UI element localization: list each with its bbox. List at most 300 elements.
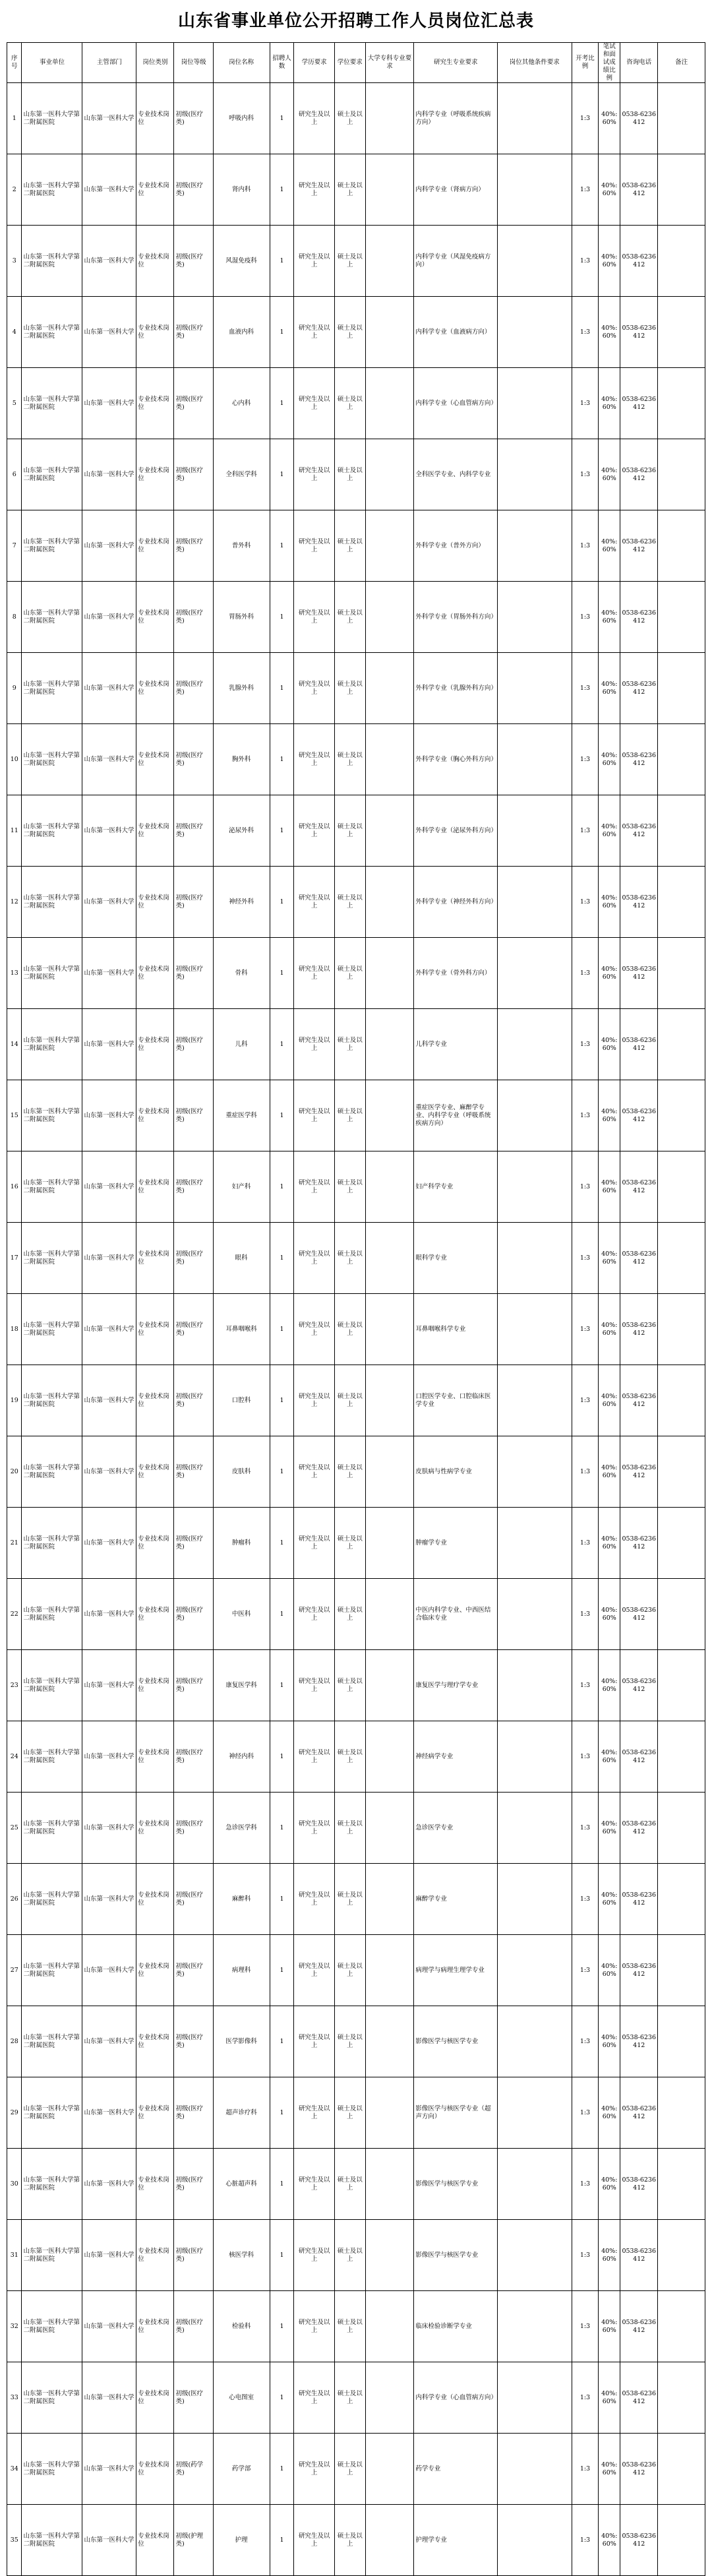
education-cell: 研究生及以上 [294, 439, 334, 510]
score-ratio-cell: 40%:60% [599, 1721, 620, 1793]
score-ratio-cell: 40%:60% [599, 368, 620, 439]
graduate-major-cell: 外科学专业（乳腺外科方向） [414, 653, 498, 724]
graduate-major-cell: 外科学专业（普外方向） [414, 510, 498, 582]
exam-ratio-cell: 1:3 [572, 1080, 599, 1151]
level-cell: 初级(医疗类) [174, 1365, 213, 1436]
level-cell: 初级(医疗类) [174, 2362, 213, 2434]
phone-cell: 0538-6236412 [620, 2505, 658, 2576]
other-requirements-cell [498, 2149, 572, 2220]
phone-cell: 0538-6236412 [620, 2077, 658, 2149]
category-cell: 专业技术岗位 [136, 2006, 174, 2077]
unit-cell: 山东第一医科大学第二附属医院 [22, 2006, 82, 2077]
exam-ratio-cell: 1:3 [572, 582, 599, 653]
dept-cell: 山东第一医科大学 [82, 1864, 136, 1935]
exam-ratio-cell: 1:3 [572, 653, 599, 724]
remark-cell [658, 1294, 705, 1365]
score-ratio-cell: 40%:60% [599, 582, 620, 653]
dept-cell: 山东第一医科大学 [82, 1365, 136, 1436]
level-cell: 初级(医疗类) [174, 1935, 213, 2006]
phone-cell: 0538-6236412 [620, 2006, 658, 2077]
level-cell: 初级(医疗类) [174, 867, 213, 938]
graduate-major-cell: 急诊医学专业 [414, 1793, 498, 1864]
score-ratio-cell: 40%:60% [599, 510, 620, 582]
dept-cell: 山东第一医科大学 [82, 297, 136, 368]
position-name-cell: 肿瘤科 [213, 1508, 270, 1579]
other-requirements-cell [498, 1009, 572, 1080]
position-name-cell: 检验科 [213, 2291, 270, 2362]
row-number: 12 [7, 867, 22, 938]
count-cell: 1 [270, 1151, 294, 1223]
table-row [7, 2505, 705, 2576]
unit-cell: 山东第一医科大学第二附属医院 [22, 1223, 82, 1294]
other-requirements-cell [498, 938, 572, 1009]
degree-cell: 硕士及以上 [334, 1151, 365, 1223]
count-cell: 1 [270, 724, 294, 795]
other-requirements-cell [498, 1864, 572, 1935]
graduate-major-cell: 康复医学与理疗学专业 [414, 1650, 498, 1721]
position-name-cell: 超声诊疗科 [213, 2077, 270, 2149]
position-name-cell: 心脏超声科 [213, 2149, 270, 2220]
table-row [7, 154, 705, 226]
level-cell: 初级(医疗类) [174, 439, 213, 510]
table-row [7, 795, 705, 867]
position-name-cell: 胸外科 [213, 724, 270, 795]
header-cell: 学位要求 [334, 43, 365, 83]
score-ratio-cell: 40%:60% [599, 439, 620, 510]
position-name-cell: 急诊医学科 [213, 1793, 270, 1864]
college-major-cell [365, 1864, 414, 1935]
category-cell: 专业技术岗位 [136, 1365, 174, 1436]
education-cell: 研究生及以上 [294, 2077, 334, 2149]
other-requirements-cell [498, 1650, 572, 1721]
unit-cell: 山东第一医科大学第二附属医院 [22, 653, 82, 724]
table-row [7, 653, 705, 724]
row-number: 35 [7, 2505, 22, 2576]
education-cell: 研究生及以上 [294, 2434, 334, 2505]
degree-cell: 硕士及以上 [334, 297, 365, 368]
education-cell: 研究生及以上 [294, 1009, 334, 1080]
graduate-major-cell: 耳鼻咽喉科学专业 [414, 1294, 498, 1365]
count-cell: 1 [270, 2291, 294, 2362]
remark-cell [658, 1579, 705, 1650]
degree-cell: 硕士及以上 [334, 582, 365, 653]
table-row [7, 1864, 705, 1935]
score-ratio-cell: 40%:60% [599, 226, 620, 297]
header-cell: 岗位类别 [136, 43, 174, 83]
college-major-cell [365, 510, 414, 582]
count-cell: 1 [270, 2362, 294, 2434]
category-cell: 专业技术岗位 [136, 1793, 174, 1864]
unit-cell: 山东第一医科大学第二附属医院 [22, 1365, 82, 1436]
remark-cell [658, 582, 705, 653]
table-row [7, 368, 705, 439]
row-number: 5 [7, 368, 22, 439]
table-row [7, 1508, 705, 1579]
graduate-major-cell: 影像医学与核医学专业 [414, 2220, 498, 2291]
table-row [7, 2362, 705, 2434]
header-cell: 岗位名称 [213, 43, 270, 83]
level-cell: 初级(医疗类) [174, 1436, 213, 1508]
college-major-cell [365, 1650, 414, 1721]
level-cell: 初级(医疗类) [174, 2077, 213, 2149]
remark-cell [658, 2362, 705, 2434]
unit-cell: 山东第一医科大学第二附属医院 [22, 1864, 82, 1935]
score-ratio-cell: 40%:60% [599, 1650, 620, 1721]
college-major-cell [365, 154, 414, 226]
score-ratio-cell: 40%:60% [599, 938, 620, 1009]
count-cell: 1 [270, 2149, 294, 2220]
degree-cell: 硕士及以上 [334, 1294, 365, 1365]
category-cell: 专业技术岗位 [136, 1864, 174, 1935]
category-cell: 专业技术岗位 [136, 867, 174, 938]
page-title: 山东省事业单位公开招聘工作人员岗位汇总表 [177, 11, 534, 31]
phone-cell: 0538-6236412 [620, 297, 658, 368]
level-cell: 初级(医疗类) [174, 1864, 213, 1935]
other-requirements-cell [498, 83, 572, 154]
college-major-cell [365, 439, 414, 510]
other-requirements-cell [498, 226, 572, 297]
level-cell: 初级(医疗类) [174, 1223, 213, 1294]
dept-cell: 山东第一医科大学 [82, 2505, 136, 2576]
exam-ratio-cell: 1:3 [572, 1294, 599, 1365]
dept-cell: 山东第一医科大学 [82, 795, 136, 867]
row-number: 3 [7, 226, 22, 297]
score-ratio-cell: 40%:60% [599, 795, 620, 867]
header-cell: 主管部门 [82, 43, 136, 83]
row-number: 18 [7, 1294, 22, 1365]
exam-ratio-cell: 1:3 [572, 724, 599, 795]
phone-cell: 0538-6236412 [620, 867, 658, 938]
remark-cell [658, 368, 705, 439]
graduate-major-cell: 临床检验诊断学专业 [414, 2291, 498, 2362]
dept-cell: 山东第一医科大学 [82, 653, 136, 724]
dept-cell: 山东第一医科大学 [82, 2006, 136, 2077]
row-number: 24 [7, 1721, 22, 1793]
education-cell: 研究生及以上 [294, 1365, 334, 1436]
graduate-major-cell: 内科学专业（肾病方向） [414, 154, 498, 226]
row-number: 2 [7, 154, 22, 226]
education-cell: 研究生及以上 [294, 1721, 334, 1793]
unit-cell: 山东第一医科大学第二附属医院 [22, 226, 82, 297]
row-number: 29 [7, 2077, 22, 2149]
count-cell: 1 [270, 83, 294, 154]
score-ratio-cell: 40%:60% [599, 2505, 620, 2576]
header-cell: 学历要求 [294, 43, 334, 83]
phone-cell: 0538-6236412 [620, 1151, 658, 1223]
row-number: 33 [7, 2362, 22, 2434]
unit-cell: 山东第一医科大学第二附属医院 [22, 2220, 82, 2291]
score-ratio-cell: 40%:60% [599, 724, 620, 795]
remark-cell [658, 510, 705, 582]
phone-cell: 0538-6236412 [620, 1935, 658, 2006]
college-major-cell [365, 1223, 414, 1294]
exam-ratio-cell: 1:3 [572, 154, 599, 226]
exam-ratio-cell: 1:3 [572, 297, 599, 368]
table-row [7, 2006, 705, 2077]
category-cell: 专业技术岗位 [136, 154, 174, 226]
category-cell: 专业技术岗位 [136, 1935, 174, 2006]
level-cell: 初级(医疗类) [174, 1508, 213, 1579]
dept-cell: 山东第一医科大学 [82, 154, 136, 226]
score-ratio-cell: 40%:60% [599, 1508, 620, 1579]
count-cell: 1 [270, 2505, 294, 2576]
dept-cell: 山东第一医科大学 [82, 1223, 136, 1294]
position-name-cell: 普外科 [213, 510, 270, 582]
level-cell: 初级(医疗类) [174, 2149, 213, 2220]
position-name-cell: 皮肤科 [213, 1436, 270, 1508]
header-cell: 开考比例 [572, 43, 599, 83]
position-name-cell: 病理科 [213, 1935, 270, 2006]
count-cell: 1 [270, 1365, 294, 1436]
category-cell: 专业技术岗位 [136, 1508, 174, 1579]
category-cell: 专业技术岗位 [136, 1080, 174, 1151]
graduate-major-cell: 外科学专业（神经外科方向） [414, 867, 498, 938]
college-major-cell [365, 795, 414, 867]
other-requirements-cell [498, 1721, 572, 1793]
remark-cell [658, 653, 705, 724]
phone-cell: 0538-6236412 [620, 83, 658, 154]
level-cell: 初级(医疗类) [174, 1579, 213, 1650]
count-cell: 1 [270, 1009, 294, 1080]
other-requirements-cell [498, 2220, 572, 2291]
graduate-major-cell: 护理学专业 [414, 2505, 498, 2576]
score-ratio-cell: 40%:60% [599, 2220, 620, 2291]
education-cell: 研究生及以上 [294, 1080, 334, 1151]
degree-cell: 硕士及以上 [334, 2291, 365, 2362]
other-requirements-cell [498, 1223, 572, 1294]
header-cell: 备注 [658, 43, 705, 83]
college-major-cell [365, 2434, 414, 2505]
phone-cell: 0538-6236412 [620, 1009, 658, 1080]
phone-cell: 0538-6236412 [620, 938, 658, 1009]
degree-cell: 硕士及以上 [334, 2362, 365, 2434]
education-cell: 研究生及以上 [294, 297, 334, 368]
college-major-cell [365, 1935, 414, 2006]
college-major-cell [365, 1365, 414, 1436]
category-cell: 专业技术岗位 [136, 439, 174, 510]
dept-cell: 山东第一医科大学 [82, 1009, 136, 1080]
level-cell: 初级(医疗类) [174, 1151, 213, 1223]
dept-cell: 山东第一医科大学 [82, 724, 136, 795]
college-major-cell [365, 2220, 414, 2291]
score-ratio-cell: 40%:60% [599, 297, 620, 368]
level-cell: 初级(医疗类) [174, 582, 213, 653]
degree-cell: 硕士及以上 [334, 2220, 365, 2291]
exam-ratio-cell: 1:3 [572, 2077, 599, 2149]
other-requirements-cell [498, 510, 572, 582]
score-ratio-cell: 40%:60% [599, 1579, 620, 1650]
remark-cell [658, 1080, 705, 1151]
remark-cell [658, 724, 705, 795]
count-cell: 1 [270, 795, 294, 867]
other-requirements-cell [498, 1935, 572, 2006]
degree-cell: 硕士及以上 [334, 1436, 365, 1508]
education-cell: 研究生及以上 [294, 2220, 334, 2291]
dept-cell: 山东第一医科大学 [82, 2149, 136, 2220]
position-name-cell: 康复医学科 [213, 1650, 270, 1721]
dept-cell: 山东第一医科大学 [82, 1721, 136, 1793]
table-row [7, 2220, 705, 2291]
exam-ratio-cell: 1:3 [572, 938, 599, 1009]
degree-cell: 硕士及以上 [334, 938, 365, 1009]
exam-ratio-cell: 1:3 [572, 2149, 599, 2220]
position-name-cell: 口腔科 [213, 1365, 270, 1436]
phone-cell: 0538-6236412 [620, 1721, 658, 1793]
row-number: 31 [7, 2220, 22, 2291]
level-cell: 初级(医疗类) [174, 1650, 213, 1721]
row-number: 23 [7, 1650, 22, 1721]
score-ratio-cell: 40%:60% [599, 2291, 620, 2362]
other-requirements-cell [498, 724, 572, 795]
college-major-cell [365, 1080, 414, 1151]
phone-cell: 0538-6236412 [620, 368, 658, 439]
other-requirements-cell [498, 368, 572, 439]
remark-cell [658, 226, 705, 297]
score-ratio-cell: 40%:60% [599, 2434, 620, 2505]
unit-cell: 山东第一医科大学第二附属医院 [22, 1436, 82, 1508]
unit-cell: 山东第一医科大学第二附属医院 [22, 510, 82, 582]
other-requirements-cell [498, 1508, 572, 1579]
remark-cell [658, 154, 705, 226]
other-requirements-cell [498, 1365, 572, 1436]
row-number: 27 [7, 1935, 22, 2006]
education-cell: 研究生及以上 [294, 653, 334, 724]
table-row [7, 226, 705, 297]
exam-ratio-cell: 1:3 [572, 1436, 599, 1508]
phone-cell: 0538-6236412 [620, 2149, 658, 2220]
degree-cell: 硕士及以上 [334, 1650, 365, 1721]
unit-cell: 山东第一医科大学第二附属医院 [22, 1009, 82, 1080]
level-cell: 初级(医疗类) [174, 1080, 213, 1151]
header-cell: 咨询电话 [620, 43, 658, 83]
level-cell: 初级(医疗类) [174, 2220, 213, 2291]
education-cell: 研究生及以上 [294, 1579, 334, 1650]
exam-ratio-cell: 1:3 [572, 1650, 599, 1721]
table-row [7, 582, 705, 653]
score-ratio-cell: 40%:60% [599, 2077, 620, 2149]
remark-cell [658, 1650, 705, 1721]
exam-ratio-cell: 1:3 [572, 795, 599, 867]
table-row [7, 2434, 705, 2505]
row-number: 25 [7, 1793, 22, 1864]
other-requirements-cell [498, 2077, 572, 2149]
college-major-cell [365, 582, 414, 653]
education-cell: 研究生及以上 [294, 2362, 334, 2434]
college-major-cell [365, 2362, 414, 2434]
remark-cell [658, 83, 705, 154]
count-cell: 1 [270, 1080, 294, 1151]
exam-ratio-cell: 1:3 [572, 867, 599, 938]
graduate-major-cell: 重症医学专业、麻醉学专业、内科学专业（呼吸系统疾病方向） [414, 1080, 498, 1151]
degree-cell: 硕士及以上 [334, 439, 365, 510]
exam-ratio-cell: 1:3 [572, 1935, 599, 2006]
college-major-cell [365, 1009, 414, 1080]
remark-cell [658, 1793, 705, 1864]
row-number: 32 [7, 2291, 22, 2362]
education-cell: 研究生及以上 [294, 582, 334, 653]
phone-cell: 0538-6236412 [620, 2220, 658, 2291]
score-ratio-cell: 40%:60% [599, 1864, 620, 1935]
education-cell: 研究生及以上 [294, 1151, 334, 1223]
position-name-cell: 血液内科 [213, 297, 270, 368]
phone-cell: 0538-6236412 [620, 1365, 658, 1436]
level-cell: 初级(医疗类) [174, 510, 213, 582]
college-major-cell [365, 2149, 414, 2220]
remark-cell [658, 1864, 705, 1935]
exam-ratio-cell: 1:3 [572, 439, 599, 510]
level-cell: 初级(医疗类) [174, 938, 213, 1009]
education-cell: 研究生及以上 [294, 83, 334, 154]
graduate-major-cell: 神经病学专业 [414, 1721, 498, 1793]
degree-cell: 硕士及以上 [334, 1223, 365, 1294]
college-major-cell [365, 724, 414, 795]
table-row [7, 297, 705, 368]
position-name-cell: 药学部 [213, 2434, 270, 2505]
category-cell: 专业技术岗位 [136, 1223, 174, 1294]
score-ratio-cell: 40%:60% [599, 1436, 620, 1508]
category-cell: 专业技术岗位 [136, 2505, 174, 2576]
phone-cell: 0538-6236412 [620, 1508, 658, 1579]
dept-cell: 山东第一医科大学 [82, 2077, 136, 2149]
level-cell: 初级(医疗类) [174, 653, 213, 724]
count-cell: 1 [270, 582, 294, 653]
table-header-row [7, 43, 705, 83]
unit-cell: 山东第一医科大学第二附属医院 [22, 1080, 82, 1151]
category-cell: 专业技术岗位 [136, 2149, 174, 2220]
unit-cell: 山东第一医科大学第二附属医院 [22, 1151, 82, 1223]
category-cell: 专业技术岗位 [136, 653, 174, 724]
row-number: 21 [7, 1508, 22, 1579]
dept-cell: 山东第一医科大学 [82, 1294, 136, 1365]
other-requirements-cell [498, 1579, 572, 1650]
dept-cell: 山东第一医科大学 [82, 1080, 136, 1151]
row-number: 22 [7, 1579, 22, 1650]
table-body [7, 83, 705, 2576]
score-ratio-cell: 40%:60% [599, 1935, 620, 2006]
graduate-major-cell: 皮肤病与性病学专业 [414, 1436, 498, 1508]
education-cell: 研究生及以上 [294, 1793, 334, 1864]
degree-cell: 硕士及以上 [334, 2434, 365, 2505]
category-cell: 专业技术岗位 [136, 2362, 174, 2434]
other-requirements-cell [498, 297, 572, 368]
row-number: 30 [7, 2149, 22, 2220]
remark-cell [658, 1436, 705, 1508]
education-cell: 研究生及以上 [294, 1508, 334, 1579]
position-name-cell: 神经外科 [213, 867, 270, 938]
category-cell: 专业技术岗位 [136, 2291, 174, 2362]
other-requirements-cell [498, 582, 572, 653]
college-major-cell [365, 2077, 414, 2149]
count-cell: 1 [270, 2220, 294, 2291]
level-cell: 初级(医疗类) [174, 724, 213, 795]
remark-cell [658, 795, 705, 867]
other-requirements-cell [498, 154, 572, 226]
other-requirements-cell [498, 2505, 572, 2576]
other-requirements-cell [498, 2291, 572, 2362]
unit-cell: 山东第一医科大学第二附属医院 [22, 1508, 82, 1579]
level-cell: 初级(医疗类) [174, 226, 213, 297]
category-cell: 专业技术岗位 [136, 1721, 174, 1793]
row-number: 26 [7, 1864, 22, 1935]
count-cell: 1 [270, 439, 294, 510]
table-row [7, 867, 705, 938]
category-cell: 专业技术岗位 [136, 724, 174, 795]
level-cell: 初级(医疗类) [174, 1294, 213, 1365]
score-ratio-cell: 40%:60% [599, 1365, 620, 1436]
category-cell: 专业技术岗位 [136, 83, 174, 154]
phone-cell: 0538-6236412 [620, 1793, 658, 1864]
count-cell: 1 [270, 226, 294, 297]
